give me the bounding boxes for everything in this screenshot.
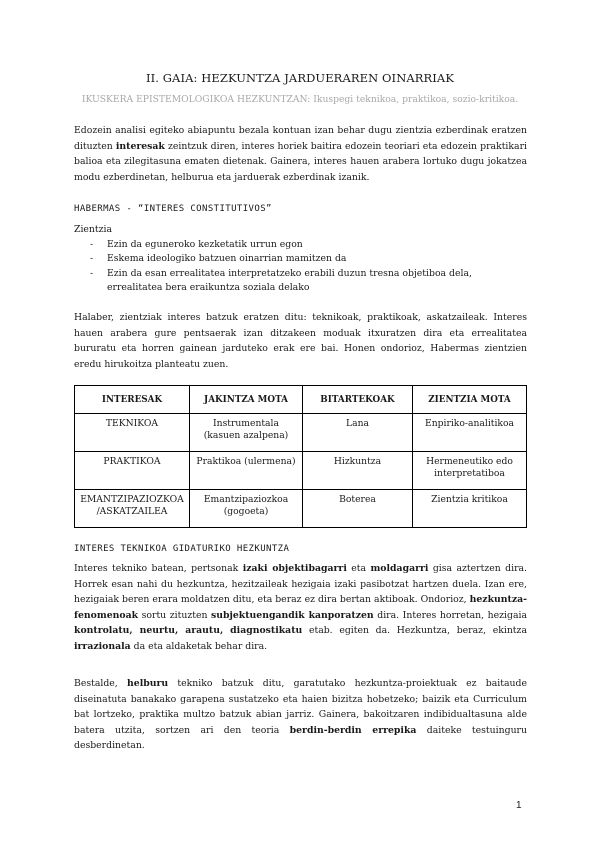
table-header-row — [75, 386, 527, 414]
table-cell: Zientzia kritikoa — [413, 490, 527, 528]
table-cell: PRAKTIKOA — [75, 452, 190, 490]
list-item: - Ezin da esan errealitatea interpretatzeko erabili duzun tresna objetiboa dela, errealitatea bera eraikuntza soziala delako — [90, 267, 472, 294]
table-cell: TEKNIKOA — [75, 414, 190, 452]
list-item: - Ezin da eguneroko kezketatik urrun egon — [90, 238, 530, 252]
bold-term: subjektuengandik kanporatzen — [211, 609, 374, 621]
table-cell: Enpiriko-analitikoa — [413, 414, 527, 452]
bold-term: berdin-berdin errepika — [289, 724, 417, 736]
table-cell: Lana — [303, 414, 413, 452]
column-header: BITARTEKOAK — [303, 386, 413, 414]
bullet-marker: - — [90, 253, 94, 265]
bullet-marker: - — [90, 239, 94, 250]
bullet-list — [90, 238, 530, 296]
table-row — [75, 414, 527, 452]
paragraph-goals: Bestalde, helburu tekniko batzuk ditu, garatutako hezkuntza-proiektuak ez baitaude diseinatuta banakako garapena sustatzeko eta haien bizitza hobetzeko; baizik eta Curriculum bat lortzeko, praktika multzo batzuk abian jarriz. Gainera, bakoitzaren indibidualtasuna alde batera utzita, sortzen ari den teoria berdin-berdin errepika daiteke testuinguru desberdinetan. — [74, 678, 527, 752]
table-cell: Hizkuntza — [303, 452, 413, 490]
page-subtitle: IKUSKERA EPISTEMOLOGIKOA HEZKUNTZAN: Ikuspegi teknikoa, praktikoa, sozio-kritikoa. — [81, 94, 519, 105]
bold-term: helburu — [127, 678, 169, 689]
table-cell: Hermeneutiko edo interpretatiboa — [413, 452, 527, 490]
section-heading-technical: INTERES TEKNIKOA GIDATURIKO HEZKUNTZA — [74, 544, 290, 554]
bold-term: hezkuntza-fenomenoak — [74, 594, 527, 621]
page-number: 1 — [516, 800, 522, 811]
intro-paragraph: Edozein analisi egiteko abiapuntu bezala kontuan izan behar dugu zientzia ezberdinak eratzen dituzten interesak zeintzuk diren, interes horiek baitira edozein teoriari eta edozein praktikari balioa eta zilegitasuna ematen dietenak. Gainera, interes hauen arabera lortuko dugu jokatzea modu ezberdinetan, helburua eta jarduerak ezberdinak izanik. — [74, 125, 528, 183]
section-heading-habermas: HABERMAS - “INTERES CONSTITUTIVOS” — [74, 204, 272, 214]
paragraph-interests: Halaber, zientziak interes batzuk eratzen ditu: teknikoak, praktikoak, askatzaileak. Interes hauen arabera gure pentsaerak izan ditzakeen moduak itxuratzen dira eta errealitatea bururatu eta horren gainean jarduteko erak ere bai. Honen ondorioz, Habermas zientzien eredu hirukoitza planteatu zuen. — [74, 312, 527, 370]
table-cell: EMANTZIPAZIOZKOA /ASKATZAILEA — [75, 490, 190, 528]
table-cell: Praktikoa (ulermena) — [190, 452, 303, 490]
bold-term: interesak — [115, 140, 165, 152]
column-header: ZIENTZIA MOTA — [413, 386, 527, 414]
bold-term: izaki objektibagarri — [242, 563, 347, 574]
table-cell: Emantzipaziozkoa (gogoeta) — [190, 490, 303, 528]
column-header: INTERESAK — [75, 386, 190, 414]
bullet-marker: - — [90, 267, 94, 279]
page-title: II. GAIA: HEZKUNTZA JARDUERAREN OINARRIAK — [145, 71, 455, 85]
interests-table — [74, 385, 527, 528]
table-cell: Instrumentala (kasuen azalpena) — [190, 414, 303, 452]
column-header: JAKINTZA MOTA — [190, 386, 303, 414]
list-item: - Eskema ideologiko batzuen oinarrian mamitzen da — [90, 252, 530, 266]
bold-term: kontrolatu, neurtu, arautu, diagnostikatu — [74, 625, 303, 637]
table-cell: Boterea — [303, 490, 413, 528]
zientzia-label: Zientzia — [74, 224, 113, 235]
table-row — [75, 452, 527, 490]
bold-term: irrazionala — [74, 640, 131, 652]
bold-term: moldagarri — [370, 563, 429, 574]
table-row — [75, 490, 527, 528]
paragraph-technical-interest: Interes tekniko batean, pertsonak izaki objektibagarri eta moldagarri gisa aztertzen dira. Horrek esan nahi du hezkuntza, hezitzaileak hezigaia izaki pasibotzat hartzen duela. Izan ere, hezigaiak beren erara moldatzen ditu, eta beraz ez dira bertan aktiboak. Ondorioz, hezkuntza-fenomenoak sortu zituzten subjektuengandik kanporatzen dira. Interes horretan, hezigaia kontrolatu, neurtu, arautu, diagnostikatu etab. egiten da. Hezkuntza, beraz, ekintza irrazionala da eta aldaketak behar dira. — [74, 563, 528, 652]
